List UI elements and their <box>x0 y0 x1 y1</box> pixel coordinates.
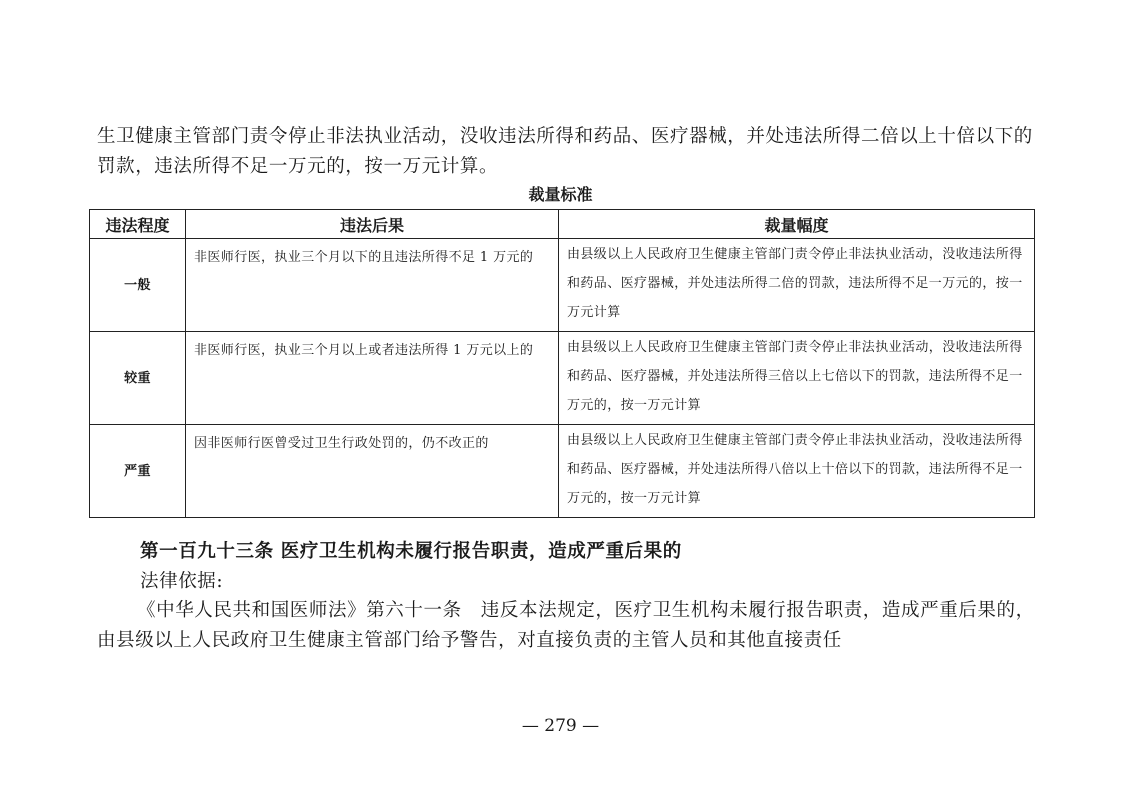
header-discretion-range: 裁量幅度 <box>559 210 1035 239</box>
row-consequence: 非医师行医，执业三个月以下的且违法所得不足 1 万元的 <box>186 239 559 332</box>
row-range: 由县级以上人民政府卫生健康主管部门责令停止非法执业活动，没收违法所得和药品、医疗器械，并处违法所得三倍以上七倍以下的罚款，违法所得不足一万元的，按一万元计算 <box>559 332 1035 425</box>
table-row <box>90 239 1035 332</box>
table-row <box>90 425 1035 518</box>
discretion-standard-table <box>89 209 1035 518</box>
table-header-row <box>90 210 1035 239</box>
header-violation-consequence: 违法后果 <box>186 210 559 239</box>
article-heading: 第一百九十三条 医疗卫生机构未履行报告职责，造成严重后果的 <box>140 541 682 562</box>
table-row <box>90 332 1035 425</box>
table-title: 裁量标准 <box>528 185 593 204</box>
row-level: 严重 <box>90 425 186 518</box>
row-range: 由县级以上人民政府卫生健康主管部门责令停止非法执业活动，没收违法所得和药品、医疗器械，并处违法所得二倍的罚款，违法所得不足一万元的，按一万元计算 <box>559 239 1035 332</box>
page-number: — 279 — <box>521 716 600 736</box>
row-consequence: 非医师行医，执业三个月以上或者违法所得 1 万元以上的 <box>186 332 559 425</box>
intro-paragraph: 生卫健康主管部门责令停止非法执业活动，没收违法所得和药品、医疗器械，并处违法所得二倍以上十倍以下的罚款，违法所得不足一万元的，按一万元计算。 <box>97 126 1033 177</box>
header-violation-degree: 违法程度 <box>90 210 186 239</box>
legal-basis-paragraph: 《中华人民共和国医师法》第六十一条 违反本法规定，医疗卫生机构未履行报告职责，造成严重后果的，由县级以上人民政府卫生健康主管部门给予警告，对直接负责的主管人员和其他直接责任 <box>97 600 1035 651</box>
legal-basis-label: 法律依据: <box>140 571 224 592</box>
row-level: 较重 <box>90 332 186 425</box>
row-level: 一般 <box>90 239 186 332</box>
row-consequence: 因非医师行医曾受过卫生行政处罚的，仍不改正的 <box>186 425 559 518</box>
row-range: 由县级以上人民政府卫生健康主管部门责令停止非法执业活动，没收违法所得和药品、医疗器械，并处违法所得八倍以上十倍以下的罚款，违法所得不足一万元的，按一万元计算 <box>559 425 1035 518</box>
